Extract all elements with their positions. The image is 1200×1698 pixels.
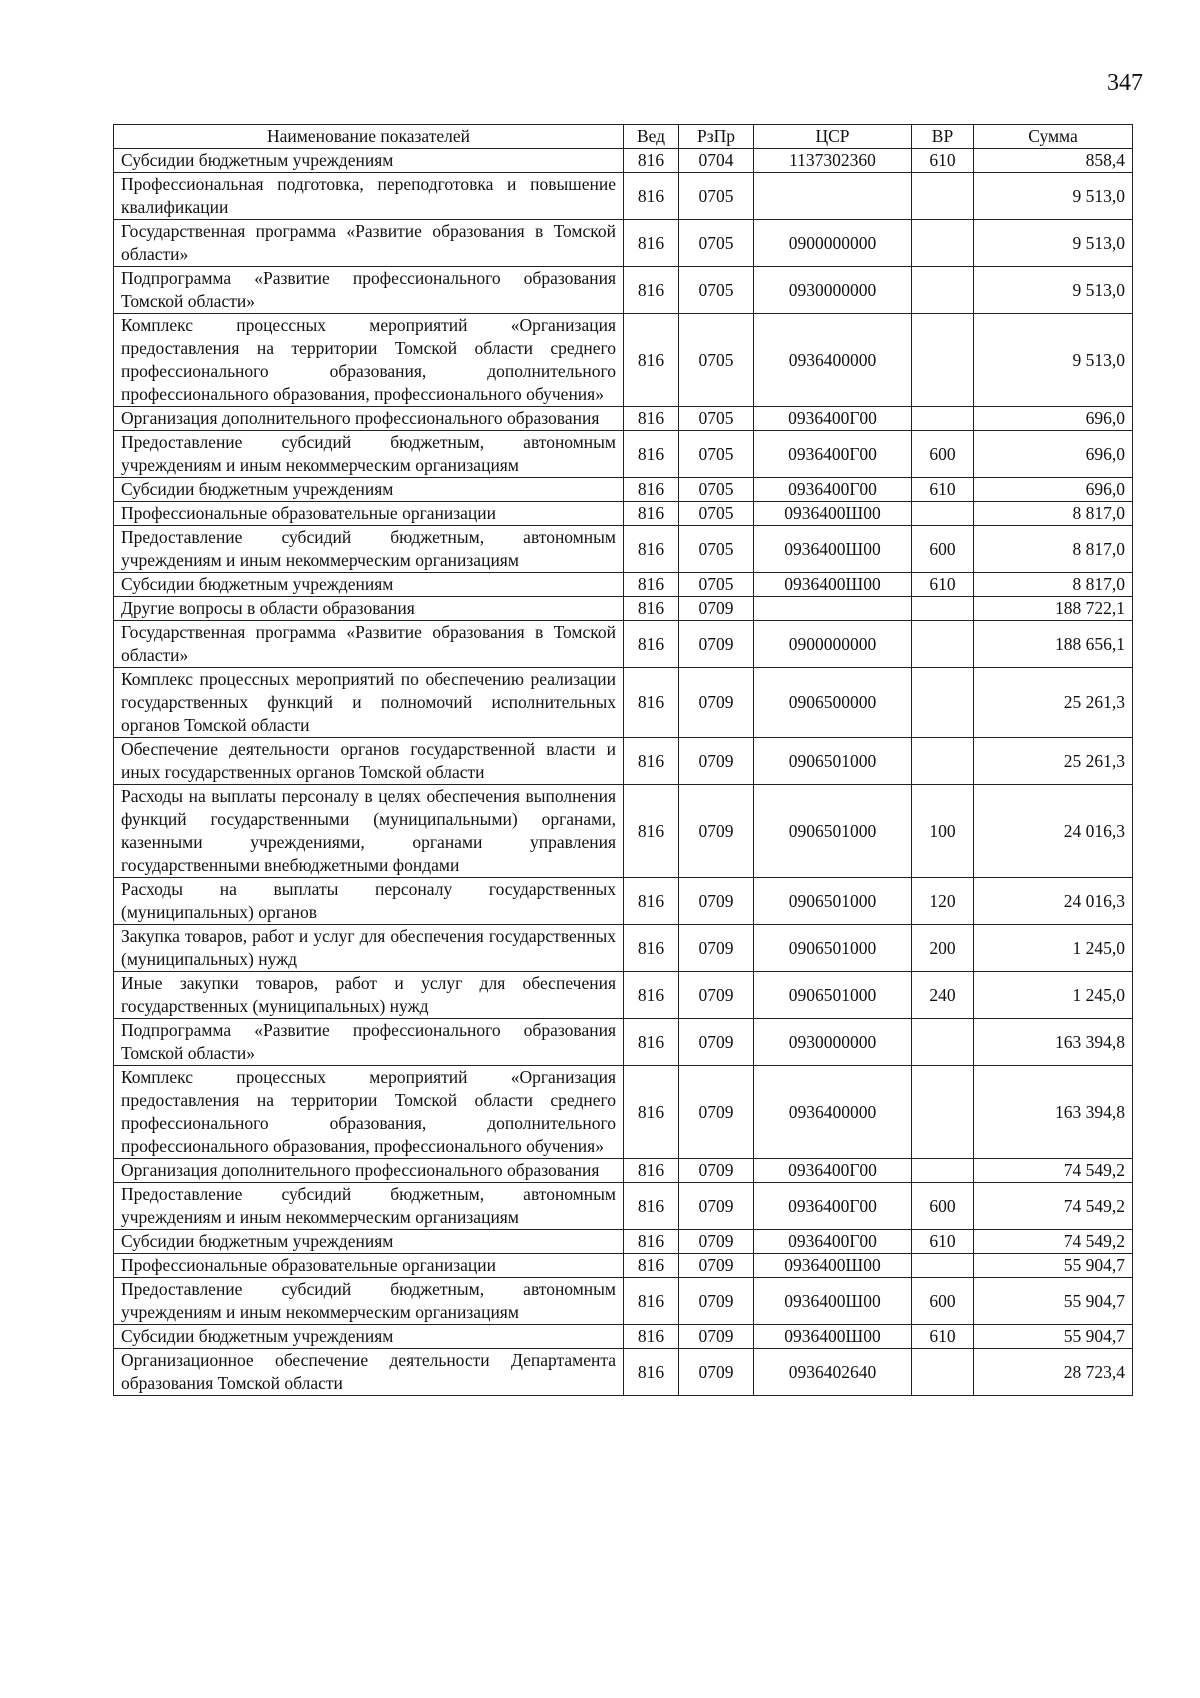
cell-csr: 0930000000 bbox=[754, 267, 912, 314]
table-row bbox=[114, 431, 1133, 478]
header-csr: ЦСР bbox=[754, 125, 912, 149]
cell-vr bbox=[912, 173, 974, 220]
cell-vr bbox=[912, 597, 974, 621]
table-row bbox=[114, 785, 1133, 878]
cell-ved: 816 bbox=[624, 1325, 679, 1349]
cell-rzpr: 0709 bbox=[679, 878, 754, 925]
cell-csr: 0936400Г00 bbox=[754, 1183, 912, 1230]
cell-vr: 600 bbox=[912, 1278, 974, 1325]
cell-rzpr: 0709 bbox=[679, 597, 754, 621]
cell-rzpr: 0709 bbox=[679, 1230, 754, 1254]
cell-name: Организация дополнительного профессионального образования bbox=[114, 407, 624, 431]
cell-ved: 816 bbox=[624, 1254, 679, 1278]
cell-vr: 610 bbox=[912, 1230, 974, 1254]
cell-sum: 25 261,3 bbox=[974, 668, 1133, 738]
cell-rzpr: 0709 bbox=[679, 1349, 754, 1396]
cell-csr: 0930000000 bbox=[754, 1019, 912, 1066]
cell-vr: 610 bbox=[912, 1325, 974, 1349]
cell-ved: 816 bbox=[624, 1183, 679, 1230]
cell-rzpr: 0709 bbox=[679, 1325, 754, 1349]
cell-vr bbox=[912, 1159, 974, 1183]
cell-sum: 9 513,0 bbox=[974, 314, 1133, 407]
cell-vr bbox=[912, 621, 974, 668]
table-row bbox=[114, 1019, 1133, 1066]
budget-table bbox=[113, 124, 1133, 1396]
cell-csr: 0936400Г00 bbox=[754, 431, 912, 478]
cell-vr bbox=[912, 1019, 974, 1066]
cell-sum: 188 656,1 bbox=[974, 621, 1133, 668]
cell-sum: 1 245,0 bbox=[974, 972, 1133, 1019]
cell-ved: 816 bbox=[624, 573, 679, 597]
table-row bbox=[114, 220, 1133, 267]
cell-csr: 0936400Г00 bbox=[754, 1230, 912, 1254]
cell-sum: 9 513,0 bbox=[974, 267, 1133, 314]
cell-ved: 816 bbox=[624, 1066, 679, 1159]
cell-rzpr: 0709 bbox=[679, 785, 754, 878]
cell-csr: 0936400Г00 bbox=[754, 1159, 912, 1183]
cell-vr: 610 bbox=[912, 573, 974, 597]
table-row bbox=[114, 407, 1133, 431]
cell-name: Подпрограмма «Развитие профессионального образования Томской области» bbox=[114, 1019, 624, 1066]
cell-vr: 610 bbox=[912, 149, 974, 173]
cell-ved: 816 bbox=[624, 1278, 679, 1325]
cell-name: Иные закупки товаров, работ и услуг для обеспечения государственных (муниципальных) нужд bbox=[114, 972, 624, 1019]
cell-name: Организационное обеспечение деятельности Департамента образования Томской области bbox=[114, 1349, 624, 1396]
cell-vr: 600 bbox=[912, 1183, 974, 1230]
cell-csr: 0936402640 bbox=[754, 1349, 912, 1396]
cell-csr: 0936400000 bbox=[754, 1066, 912, 1159]
table-row bbox=[114, 173, 1133, 220]
cell-sum: 74 549,2 bbox=[974, 1159, 1133, 1183]
cell-csr: 0936400Ш00 bbox=[754, 502, 912, 526]
cell-vr bbox=[912, 668, 974, 738]
cell-sum: 163 394,8 bbox=[974, 1066, 1133, 1159]
cell-rzpr: 0705 bbox=[679, 526, 754, 573]
cell-ved: 816 bbox=[624, 526, 679, 573]
cell-vr bbox=[912, 502, 974, 526]
cell-ved: 816 bbox=[624, 220, 679, 267]
table-row bbox=[114, 1230, 1133, 1254]
cell-rzpr: 0709 bbox=[679, 1159, 754, 1183]
cell-ved: 816 bbox=[624, 738, 679, 785]
cell-sum: 696,0 bbox=[974, 478, 1133, 502]
cell-rzpr: 0705 bbox=[679, 314, 754, 407]
cell-csr: 0906501000 bbox=[754, 925, 912, 972]
cell-csr bbox=[754, 597, 912, 621]
cell-vr bbox=[912, 1349, 974, 1396]
cell-vr: 120 bbox=[912, 878, 974, 925]
cell-sum: 55 904,7 bbox=[974, 1254, 1133, 1278]
cell-name: Субсидии бюджетным учреждениям bbox=[114, 478, 624, 502]
table-row bbox=[114, 621, 1133, 668]
cell-sum: 188 722,1 bbox=[974, 597, 1133, 621]
cell-rzpr: 0704 bbox=[679, 149, 754, 173]
cell-name: Комплекс процессных мероприятий «Организация предоставления на территории Томской области среднего профессионального образования, дополнительного профессионального образования, профессионального обучения» bbox=[114, 1066, 624, 1159]
cell-name: Предоставление субсидий бюджетным, автономным учреждениям и иным некоммерческим организациям bbox=[114, 431, 624, 478]
cell-csr: 0900000000 bbox=[754, 220, 912, 267]
cell-rzpr: 0709 bbox=[679, 1254, 754, 1278]
cell-ved: 816 bbox=[624, 597, 679, 621]
header-sum: Сумма bbox=[974, 125, 1133, 149]
cell-name: Другие вопросы в области образования bbox=[114, 597, 624, 621]
table-row bbox=[114, 738, 1133, 785]
cell-sum: 74 549,2 bbox=[974, 1183, 1133, 1230]
cell-ved: 816 bbox=[624, 407, 679, 431]
cell-name: Комплекс процессных мероприятий по обеспечению реализации государственных функций и полномочий исполнительных органов Томской области bbox=[114, 668, 624, 738]
cell-vr bbox=[912, 1254, 974, 1278]
cell-csr: 1137302360 bbox=[754, 149, 912, 173]
cell-ved: 816 bbox=[624, 478, 679, 502]
cell-name: Субсидии бюджетным учреждениям bbox=[114, 573, 624, 597]
cell-name: Обеспечение деятельности органов государственной власти и иных государственных органов Томской области bbox=[114, 738, 624, 785]
cell-sum: 55 904,7 bbox=[974, 1278, 1133, 1325]
cell-ved: 816 bbox=[624, 502, 679, 526]
cell-rzpr: 0709 bbox=[679, 1278, 754, 1325]
cell-rzpr: 0709 bbox=[679, 738, 754, 785]
cell-rzpr: 0709 bbox=[679, 1183, 754, 1230]
cell-vr: 240 bbox=[912, 972, 974, 1019]
cell-ved: 816 bbox=[624, 431, 679, 478]
cell-name: Расходы на выплаты персоналу в целях обеспечения выполнения функций государственными (муниципальными) органами, казенными учреждениями, органами управления государственными внебюджетными фондами bbox=[114, 785, 624, 878]
cell-name: Субсидии бюджетным учреждениям bbox=[114, 1325, 624, 1349]
cell-vr bbox=[912, 1066, 974, 1159]
cell-rzpr: 0709 bbox=[679, 1066, 754, 1159]
cell-vr: 600 bbox=[912, 431, 974, 478]
cell-csr: 0936400Ш00 bbox=[754, 1278, 912, 1325]
cell-name: Расходы на выплаты персоналу государственных (муниципальных) органов bbox=[114, 878, 624, 925]
cell-csr: 0936400000 bbox=[754, 314, 912, 407]
header-ved: Вед bbox=[624, 125, 679, 149]
cell-ved: 816 bbox=[624, 1159, 679, 1183]
cell-name: Профессиональные образовательные организации bbox=[114, 1254, 624, 1278]
cell-rzpr: 0705 bbox=[679, 431, 754, 478]
cell-name: Подпрограмма «Развитие профессионального образования Томской области» bbox=[114, 267, 624, 314]
cell-sum: 8 817,0 bbox=[974, 526, 1133, 573]
table-row bbox=[114, 1183, 1133, 1230]
cell-vr bbox=[912, 267, 974, 314]
cell-name: Закупка товаров, работ и услуг для обеспечения государственных (муниципальных) нужд bbox=[114, 925, 624, 972]
cell-rzpr: 0709 bbox=[679, 668, 754, 738]
cell-name: Профессиональные образовательные организации bbox=[114, 502, 624, 526]
cell-ved: 816 bbox=[624, 972, 679, 1019]
cell-rzpr: 0709 bbox=[679, 1019, 754, 1066]
cell-vr bbox=[912, 738, 974, 785]
cell-csr: 0906501000 bbox=[754, 878, 912, 925]
cell-vr bbox=[912, 314, 974, 407]
cell-ved: 816 bbox=[624, 1019, 679, 1066]
cell-sum: 28 723,4 bbox=[974, 1349, 1133, 1396]
table-row bbox=[114, 267, 1133, 314]
cell-csr: 0906501000 bbox=[754, 972, 912, 1019]
cell-name: Предоставление субсидий бюджетным, автономным учреждениям и иным некоммерческим организациям bbox=[114, 526, 624, 573]
cell-csr: 0936400Ш00 bbox=[754, 526, 912, 573]
cell-csr: 0900000000 bbox=[754, 621, 912, 668]
cell-vr: 100 bbox=[912, 785, 974, 878]
cell-rzpr: 0705 bbox=[679, 407, 754, 431]
table-row bbox=[114, 597, 1133, 621]
cell-vr: 200 bbox=[912, 925, 974, 972]
table-row bbox=[114, 668, 1133, 738]
cell-ved: 816 bbox=[624, 621, 679, 668]
cell-ved: 816 bbox=[624, 173, 679, 220]
cell-rzpr: 0705 bbox=[679, 220, 754, 267]
cell-sum: 696,0 bbox=[974, 407, 1133, 431]
cell-sum: 74 549,2 bbox=[974, 1230, 1133, 1254]
cell-sum: 163 394,8 bbox=[974, 1019, 1133, 1066]
cell-sum: 24 016,3 bbox=[974, 878, 1133, 925]
cell-csr: 0906501000 bbox=[754, 738, 912, 785]
cell-ved: 816 bbox=[624, 1230, 679, 1254]
table-row bbox=[114, 1278, 1133, 1325]
cell-sum: 1 245,0 bbox=[974, 925, 1133, 972]
cell-csr bbox=[754, 173, 912, 220]
table-row bbox=[114, 1066, 1133, 1159]
cell-sum: 25 261,3 bbox=[974, 738, 1133, 785]
table-row bbox=[114, 1254, 1133, 1278]
header-name: Наименование показателей bbox=[114, 125, 624, 149]
header-vr: ВР bbox=[912, 125, 974, 149]
table-row bbox=[114, 526, 1133, 573]
table-row bbox=[114, 1325, 1133, 1349]
cell-vr: 600 bbox=[912, 526, 974, 573]
cell-ved: 816 bbox=[624, 314, 679, 407]
cell-csr: 0936400Ш00 bbox=[754, 1325, 912, 1349]
cell-vr bbox=[912, 220, 974, 267]
table-header-row bbox=[114, 125, 1133, 149]
cell-sum: 55 904,7 bbox=[974, 1325, 1133, 1349]
table-row bbox=[114, 925, 1133, 972]
cell-sum: 9 513,0 bbox=[974, 173, 1133, 220]
cell-ved: 816 bbox=[624, 1349, 679, 1396]
table-row bbox=[114, 573, 1133, 597]
table-row bbox=[114, 502, 1133, 526]
cell-ved: 816 bbox=[624, 878, 679, 925]
cell-sum: 9 513,0 bbox=[974, 220, 1133, 267]
cell-csr: 0936400Г00 bbox=[754, 478, 912, 502]
cell-rzpr: 0709 bbox=[679, 925, 754, 972]
page-number: 347 bbox=[1107, 70, 1143, 96]
table-row bbox=[114, 1159, 1133, 1183]
cell-csr: 0936400Г00 bbox=[754, 407, 912, 431]
cell-rzpr: 0705 bbox=[679, 267, 754, 314]
cell-name: Организация дополнительного профессионального образования bbox=[114, 1159, 624, 1183]
table-row bbox=[114, 1349, 1133, 1396]
cell-sum: 8 817,0 bbox=[974, 502, 1133, 526]
cell-ved: 816 bbox=[624, 785, 679, 878]
cell-rzpr: 0705 bbox=[679, 478, 754, 502]
cell-csr: 0936400Ш00 bbox=[754, 573, 912, 597]
header-rzpr: РзПр bbox=[679, 125, 754, 149]
cell-name: Профессиональная подготовка, переподготовка и повышение квалификации bbox=[114, 173, 624, 220]
cell-name: Предоставление субсидий бюджетным, автономным учреждениям и иным некоммерческим организациям bbox=[114, 1183, 624, 1230]
cell-ved: 816 bbox=[624, 925, 679, 972]
cell-vr bbox=[912, 407, 974, 431]
table-body bbox=[114, 149, 1133, 1396]
cell-name: Субсидии бюджетным учреждениям bbox=[114, 1230, 624, 1254]
table-row bbox=[114, 314, 1133, 407]
cell-name: Государственная программа «Развитие образования в Томской области» bbox=[114, 220, 624, 267]
cell-csr: 0906500000 bbox=[754, 668, 912, 738]
table-row bbox=[114, 478, 1133, 502]
cell-rzpr: 0705 bbox=[679, 573, 754, 597]
cell-name: Субсидии бюджетным учреждениям bbox=[114, 149, 624, 173]
table-row bbox=[114, 878, 1133, 925]
cell-sum: 8 817,0 bbox=[974, 573, 1133, 597]
cell-rzpr: 0709 bbox=[679, 621, 754, 668]
cell-name: Предоставление субсидий бюджетным, автономным учреждениям и иным некоммерческим организациям bbox=[114, 1278, 624, 1325]
cell-ved: 816 bbox=[624, 267, 679, 314]
cell-csr: 0936400Ш00 bbox=[754, 1254, 912, 1278]
table-row bbox=[114, 149, 1133, 173]
cell-sum: 696,0 bbox=[974, 431, 1133, 478]
cell-ved: 816 bbox=[624, 149, 679, 173]
cell-sum: 858,4 bbox=[974, 149, 1133, 173]
cell-rzpr: 0705 bbox=[679, 173, 754, 220]
cell-name: Комплекс процессных мероприятий «Организация предоставления на территории Томской области среднего профессионального образования, дополнительного профессионального образования, профессионального обучения» bbox=[114, 314, 624, 407]
cell-csr: 0906501000 bbox=[754, 785, 912, 878]
cell-rzpr: 0705 bbox=[679, 502, 754, 526]
cell-sum: 24 016,3 bbox=[974, 785, 1133, 878]
cell-name: Государственная программа «Развитие образования в Томской области» bbox=[114, 621, 624, 668]
cell-ved: 816 bbox=[624, 668, 679, 738]
cell-vr: 610 bbox=[912, 478, 974, 502]
cell-rzpr: 0709 bbox=[679, 972, 754, 1019]
table-row bbox=[114, 972, 1133, 1019]
